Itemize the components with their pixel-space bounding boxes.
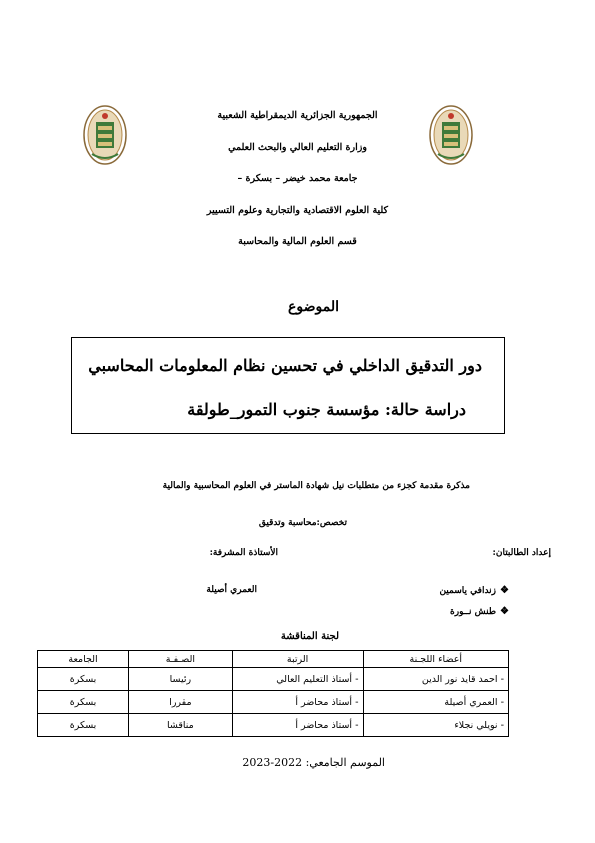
prepared-by-label: إعداد الطالبتان: (492, 548, 551, 558)
header-role: الصـفـة (129, 651, 233, 668)
table-header-row (38, 651, 509, 668)
table-row (38, 714, 509, 737)
role-cell: مقررا (129, 691, 233, 714)
university-cell: بسكرة (38, 668, 129, 691)
academic-year: الموسم الجامعي: 2022-2023 (242, 756, 385, 769)
diamond-bullet-icon: ❖ (500, 606, 509, 617)
university-cell: بسكرة (38, 691, 129, 714)
role-cell: رئيسا (129, 668, 233, 691)
student-2: ❖طنش نــورة (450, 606, 509, 617)
specialization: تخصص:محاسبة وتدقيق (258, 518, 347, 528)
role-cell: مناقشا (129, 714, 233, 737)
subject-heading: الموضوع (288, 299, 339, 315)
header-rank: الرتبة (232, 651, 363, 668)
rank-cell: - أستاذ التعليم العالي (232, 668, 363, 691)
member-cell: - احمد قايد نور الدين (363, 668, 508, 691)
header-university: جامعة محمد خيضر – بسكرة – (237, 173, 358, 184)
header-university: الجامعة (38, 651, 129, 668)
header-faculty: كلية العلوم الاقتصادية والتجارية وعلوم التسيير (206, 205, 389, 216)
rank-cell: - أستاذ محاضر أ (232, 691, 363, 714)
table-row (38, 691, 509, 714)
header-ministry: وزارة التعليم العالي والبحث العلمي (228, 142, 367, 153)
supervisor-label: الأستاذة المشرفة: (209, 548, 278, 558)
supervisor-name: العمري أصيلة (206, 585, 257, 595)
case-study-title: دراسة حالة: مؤسسة جنوب التمور_طولقة (187, 400, 466, 419)
header-department: قسم العلوم المالية والمحاسبة (238, 236, 357, 247)
member-cell: - نويلي نجلاء (363, 714, 508, 737)
memo-text: مذكرة مقدمة كجزء من متطلبات نيل شهادة الماستر في العلوم المحاسبية والمالية (162, 481, 470, 491)
student-1: ❖زندافي ياسمين (439, 585, 509, 596)
header-members: أعضاء اللجـنة (363, 651, 508, 668)
committee-title: لجنة المناقشة (280, 631, 339, 642)
table-row (38, 668, 509, 691)
committee-table (37, 650, 509, 737)
title-box (71, 337, 505, 434)
rank-cell: - أستاذ محاضر أ (232, 714, 363, 737)
header-republic: الجمهورية الجزائرية الديمقراطية الشعبية (217, 110, 378, 121)
university-cell: بسكرة (38, 714, 129, 737)
member-cell: - العمري أصيلة (363, 691, 508, 714)
diamond-bullet-icon: ❖ (500, 585, 509, 596)
thesis-title: دور التدقيق الداخلي في تحسين نظام المعلومات المحاسبي (88, 356, 482, 375)
